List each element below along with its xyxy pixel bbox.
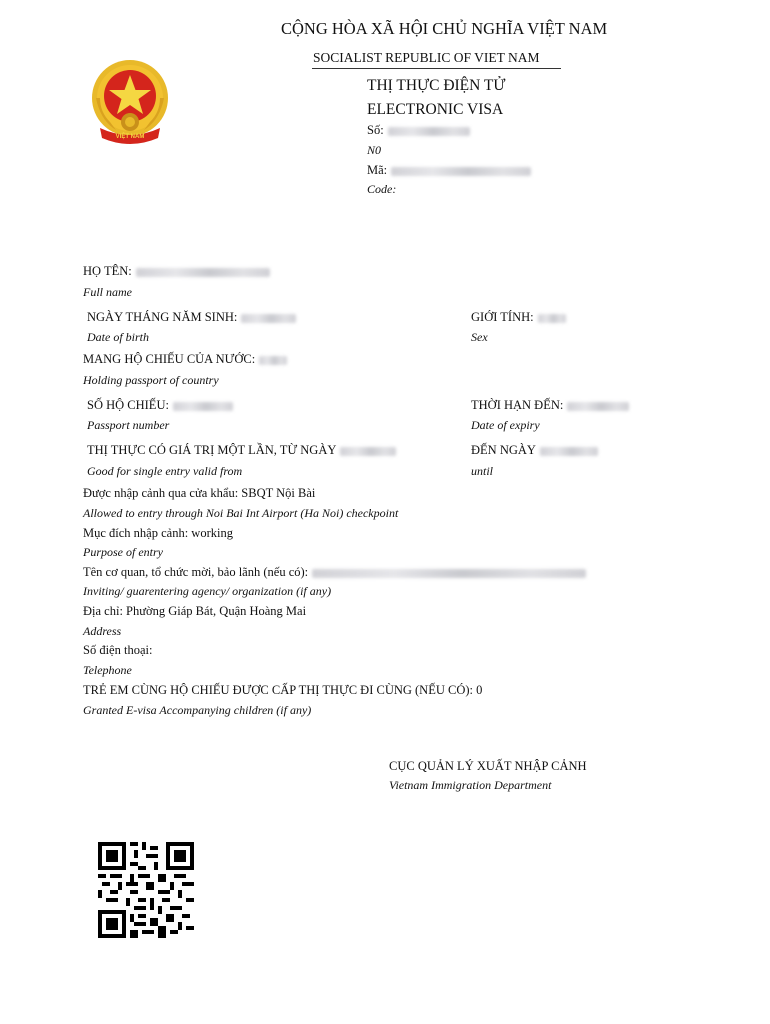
- national-emblem-icon: [86, 58, 174, 150]
- department-name-en: Vietnam Immigration Department: [389, 778, 552, 792]
- valid-from-label: THỊ THỰC CÓ GIÁ TRỊ MỘT LẦN, TỪ NGÀY: [87, 443, 337, 457]
- expiry-redacted: [567, 402, 629, 411]
- sex-label-en: Sex: [471, 330, 488, 344]
- department-name-vn: CỤC QUẢN LÝ XUẤT NHẬP CẢNH: [389, 759, 587, 773]
- agency-redacted: [312, 569, 586, 578]
- passport-country-label: MANG HỘ CHIẾU CỦA NƯỚC:: [83, 352, 256, 366]
- until-row: [471, 443, 598, 458]
- children-en: Granted E-visa Accompanying children (if any): [83, 703, 312, 717]
- country-name-en: SOCIALIST REPUBLIC OF VIET NAM: [313, 50, 540, 65]
- valid-from-label-en: Good for single entry valid from: [87, 464, 243, 478]
- passport-country-label-en: Holding passport of country: [83, 373, 219, 387]
- expiry-label: THỜI HẠN ĐẾN:: [471, 398, 564, 412]
- emblem-ribbon-text: VIỆT NAM: [115, 134, 145, 140]
- country-name-vn: CỘNG HÒA XÃ HỘI CHỦ NGHĨA VIỆT NAM: [281, 19, 608, 38]
- visa-number-redacted: [388, 127, 470, 136]
- children-vn: TRẺ EM CÙNG HỘ CHIẾU ĐƯỢC CẤP THỊ THỰC ĐI CÙNG (NẾU CÓ): 0: [83, 683, 483, 697]
- agency-label-en: Inviting/ guarentering agency/ organization (if any): [83, 584, 332, 598]
- dob-label: NGÀY THÁNG NĂM SINH:: [87, 310, 238, 324]
- visa-number-label-en: N0: [367, 143, 382, 157]
- phone-en: Telephone: [83, 663, 132, 677]
- address-en: Address: [83, 624, 122, 638]
- passport-number-row: [87, 398, 233, 413]
- sex-row: [471, 310, 566, 325]
- address-vn: Địa chỉ: Phường Giáp Bát, Quận Hoàng Mai: [83, 604, 307, 618]
- agency-label: Tên cơ quan, tổ chức mời, bảo lãnh (nếu có):: [83, 565, 309, 579]
- sex-label: GIỚI TÍNH:: [471, 310, 534, 324]
- dob-label-en: Date of birth: [87, 330, 149, 344]
- dob-row: [87, 310, 296, 325]
- header-underline: [312, 68, 561, 69]
- valid-from-row: [87, 443, 396, 458]
- visa-code-label: Mã:: [367, 163, 388, 177]
- agency-row: [83, 565, 586, 580]
- visa-code-row: [367, 163, 531, 178]
- visa-title-vn: THỊ THỰC ĐIỆN TỬ: [367, 77, 506, 94]
- qr-code-icon: [98, 842, 194, 938]
- valid-from-redacted: [340, 447, 396, 456]
- visa-title-en: ELECTRONIC VISA: [367, 101, 504, 118]
- full-name-row: [83, 264, 270, 279]
- passport-number-label-en: Passport number: [87, 418, 170, 432]
- visa-code-label-en: Code:: [367, 182, 397, 196]
- visa-code-redacted: [391, 167, 531, 176]
- until-label-en: until: [471, 464, 494, 478]
- purpose-vn: Mục đích nhập cảnh: working: [83, 526, 233, 540]
- passport-country-row: [83, 352, 287, 367]
- sex-redacted: [538, 314, 566, 323]
- full-name-redacted: [136, 268, 270, 277]
- entry-checkpoint-vn: Được nhập cảnh qua cửa khẩu: SBQT Nội Bài: [83, 486, 316, 500]
- passport-country-redacted: [259, 356, 287, 365]
- expiry-label-en: Date of expiry: [471, 418, 540, 432]
- purpose-en: Purpose of entry: [83, 545, 163, 559]
- phone-vn: Số điện thoại:: [83, 643, 153, 657]
- full-name-label: HỌ TÊN:: [83, 264, 132, 278]
- passport-number-redacted: [173, 402, 233, 411]
- dob-redacted: [241, 314, 296, 323]
- entry-checkpoint-en: Allowed to entry through Noi Bai Int Airport (Ha Noi) checkpoint: [83, 506, 399, 520]
- visa-number-label: Số:: [367, 123, 384, 137]
- until-redacted: [540, 447, 598, 456]
- expiry-row: [471, 398, 629, 413]
- full-name-label-en: Full name: [83, 285, 132, 299]
- visa-number-row: [367, 123, 470, 138]
- until-label: ĐẾN NGÀY: [471, 443, 536, 457]
- passport-number-label: SỐ HỘ CHIẾU:: [87, 398, 169, 412]
